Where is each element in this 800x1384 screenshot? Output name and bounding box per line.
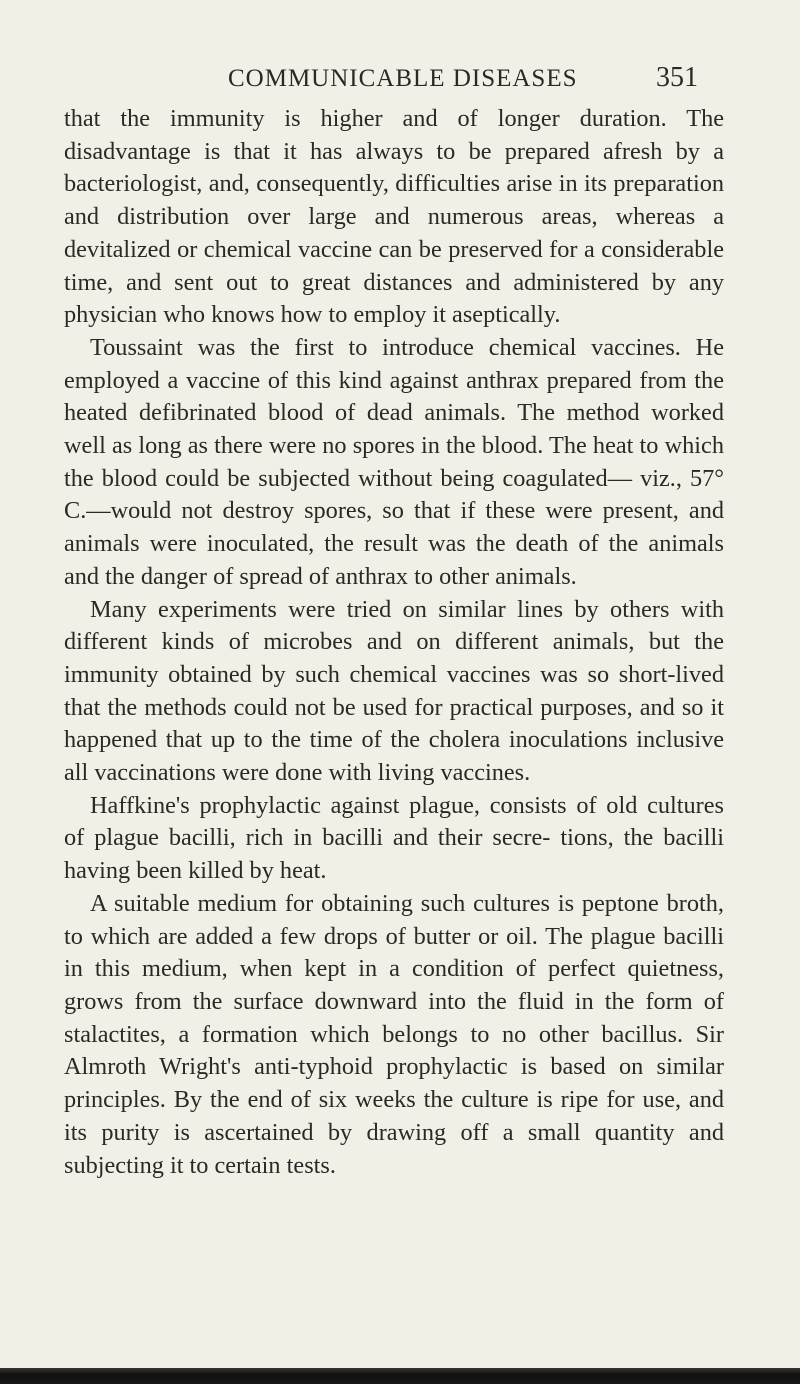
page-header xyxy=(0,62,800,102)
paragraph-5: A suitable medium for obtaining such cultures is peptone broth, to which are added a few drops of butter or oil. The plague bacilli in this medium, when kept in a condition of perfect quietness, grows from the surface downward into the fluid in the form of stalactites, a formation which belongs to no other bacillus. Sir Almroth Wright's anti-typhoid prophylactic is based on similar principles. By the end of six weeks the culture is ripe for use, and its purity is ascertained by drawing off a small quantity and subjecting it to certain tests. xyxy=(64,889,724,1179)
body-text xyxy=(64,103,724,1182)
page-bottom-edge xyxy=(0,1368,800,1384)
page-number: 351 xyxy=(656,62,698,93)
paragraph-2: Toussaint was the first to introduce chemical vaccines. He employed a vaccine of this kind against anthrax prepared from the heated defibrinated blood of dead animals. The method worked well as long as there were no spores in the blood. The heat to which the blood could be subjected without being coagulated— viz., 57° C.—would not destroy spores, so that if these were present, and animals were inoculated, the result was the death of the animals and the danger of spread of anthrax to other animals. xyxy=(64,333,724,590)
paragraph-3: Many experiments were tried on similar lines by others with different kinds of microbes and on different animals, but the immunity obtained by such chemical vaccines was so short-lived that the methods could not be used for practical purposes, and so it happened that up to the time of the cholera inoculations inclusive all vaccinations were done with living vaccines. xyxy=(64,595,724,787)
paragraph-1: that the immunity is higher and of longer duration. The disadvantage is that it has always to be prepared afresh by a bacteriologist, and, consequently, difficulties arise in its preparation and distribution over large and numerous areas, whereas a devitalized or chemical vaccine can be preserved for a considerable time, and sent out to great distances and administered by any physician who knows how to employ it aseptically. xyxy=(64,105,724,329)
running-head: COMMUNICABLE DISEASES xyxy=(228,65,578,92)
paragraph-4: Haffkine's prophylactic against plague, consists of old cultures of plague bacilli, rich in bacilli and their secre- tions, the bacilli having been killed by heat. xyxy=(64,791,724,885)
